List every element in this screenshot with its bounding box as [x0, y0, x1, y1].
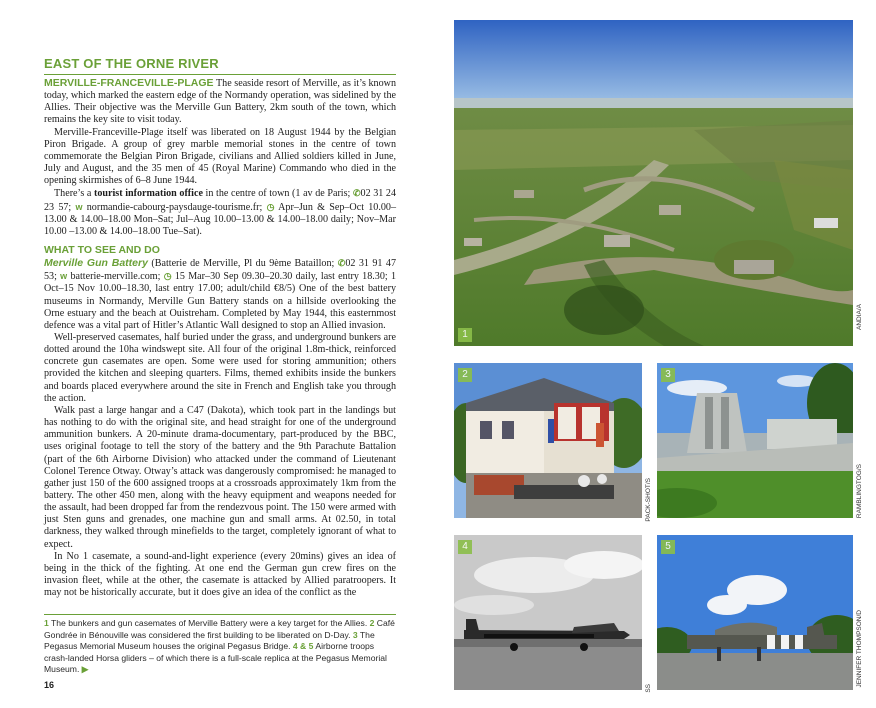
merville-lead: MERVILLE-FRANCEVILLE-PLAGE [44, 77, 214, 89]
continue-arrow-icon: ▶ [81, 664, 89, 674]
photo-captions: 1 The bunkers and gun casemates of Merville Battery were a key target for the Allies. 2 Café Gondrée in Bénouville was considered the first building to be liberated on D-Day. 3 The Pegasus Memorial Museum houses the original Pegasus Bridge. 4 & 5 Airborne troops crash-landed Horsa gliders – of which there is a full-scale replica at the Pegasus Memorial Museum. ▶ [44, 618, 395, 674]
caption-rule [44, 614, 396, 615]
phone-icon: ✆ [337, 258, 346, 269]
clock-icon: ◷ [163, 271, 172, 282]
photo-pegasus-bridge [657, 363, 853, 518]
photo-badge-2: 2 [458, 368, 472, 382]
clock-icon: ◷ [266, 201, 275, 212]
what-to-see-heading: WHAT TO SEE AND DO [44, 244, 160, 257]
web-icon: w [60, 271, 68, 282]
photo-credit-3: RAMBLINGTOG/S [856, 464, 863, 519]
photo-credit-4: SS [645, 684, 652, 693]
photo-merville-aerial [454, 20, 853, 346]
battery-link[interactable]: batterie-merville.com; [70, 271, 164, 283]
gun-battery-paragraph-4: In No 1 casemate, a sound-and-light experience (every 20mins) gives an idea of being in the thick of the fighting. At one end the German gun crew fires on the invasion fleet, while at the other, the casemate is attacked by Allied paratroopers. It may not be historically accurate, but it does give an idea of the conflict as the [44, 550, 396, 599]
phone-icon: ✆ [352, 188, 361, 199]
web-icon: w [75, 201, 83, 212]
merville-intro: MERVILLE-FRANCEVILLE-PLAGE The seaside resort of Merville, as it’s known today, which marked the eastern edge of the Normandy operation, was sidelined by the Allies. Their objective was the Merville Gun Battery, 2km south of the town, which remains the key site to visit today. [44, 77, 396, 126]
photo-credit-1: ANDIA/A [856, 304, 863, 331]
photo-horsa-glider-replica [657, 535, 853, 690]
photo-credit-5: JENNIFER THOMPSON/D [856, 610, 863, 688]
tourism-link[interactable]: normandie-cabourg-paysdauge-tourisme.fr; [86, 201, 267, 213]
photo-cafe-gondree [454, 363, 642, 518]
title-rule [44, 74, 396, 75]
photo-badge-3: 3 [661, 368, 675, 382]
merville-paragraph-3: There’s a tourist information office in the centre of town (1 av de Paris; ✆02 31 24 23 57; w normandie-cabourg-paysdauge-tourisme.fr; ◷ Apr–Jun & Sep–Oct 10.00–13.00 & 14.00–18.00 Mon–Sat; Jul–Aug 10.00–13.00 & 14.00–18.00 daily; Nov–Mar 10.00 –13.00 & 14.00–18.00 Tue–Sat). [44, 188, 397, 237]
merville-paragraph-2: Merville-Franceville-Plage itself was liberated on 18 August 1944 by the Belgian Piron Brigade. A group of grey marble memorial stones in the centre of town commemorate the Belgian Piron Brigade, civilians and Allied soldiers killed in June, July and August, and the 35 men of 45 (Royal Marine) Commando who died in the opening skirmishes of 6–8 June 1944. [44, 126, 396, 187]
photo-badge-4: 4 [458, 540, 472, 554]
section-title: EAST OF THE ORNE RIVER [44, 56, 219, 71]
gun-battery-name: Merville Gun Battery [44, 257, 148, 270]
gun-battery-paragraph-3: Walk past a large hangar and a C47 (Dakota), which took part in the landings but has nothing to do with the original site, and head straight for one of the underground ammunition bunkers. A 20-minute drama-documentary, part-produced by the BBC, uses original footage to tell the story of the battery and the 9th Parachute Battalion (part of the 6th Airborne Division) who attacked under the command of Lieutenant Colonel Terence Otway. Otway’s attack was dangerously compromised: he managed to gather just 150 of the 600 assigned troops at a crossroads approximately 1km from the battery. The other 450 men, along with the heavy equipment and weapons needed for the assault, had been dropped far from the rendezvous point. The 150 were armed with just Sten guns and grenades, one machine gun and small arms. At 02.50, in total darkness, they walked through minefields to the target, completely ignorant of what to expect. [44, 404, 396, 550]
text-column [44, 56, 396, 599]
photo-badge-5: 5 [661, 540, 675, 554]
gun-battery-paragraph-1: Merville Gun Battery (Batterie de Merville, Pl du 9ème Bataillon; ✆02 31 91 47 53; w batterie-merville.com; ◷ 15 Mar–30 Sep 09.30–20.30 daily, last entry 18.30; 1 Oct–15 Nov 10.00–18.30, last entry 17.00; adult/child €8/5) One of the best battery museums in Normandy, Merville Gun Battery stands on a hillside overlooking the Orne estuary and the beach at Ouistreham. Completed by May 1944, this easternmost defence was a vital part of Hitler’s Atlantic Wall designed to stop an Allied invasion. [44, 257, 397, 331]
page-number: 16 [44, 680, 55, 690]
photo-badge-1: 1 [458, 328, 472, 342]
photo-credit-2: PACK-SHOT/S [645, 478, 652, 522]
gun-battery-paragraph-2: Well-preserved casemates, half buried under the grass, and underground bunkers are dotted around the 10ha windswept site. All four of the original 1.8m-thick, reinforced concrete gun casemates are open. Some were used for storing ammunition; others provided the kitchen and sleeping quarters. Films, themed exhibits inside the bunkers and boards placed everywhere around the site in French and English take you through the action. [44, 331, 396, 404]
photo-horsa-glider-historic [454, 535, 642, 690]
